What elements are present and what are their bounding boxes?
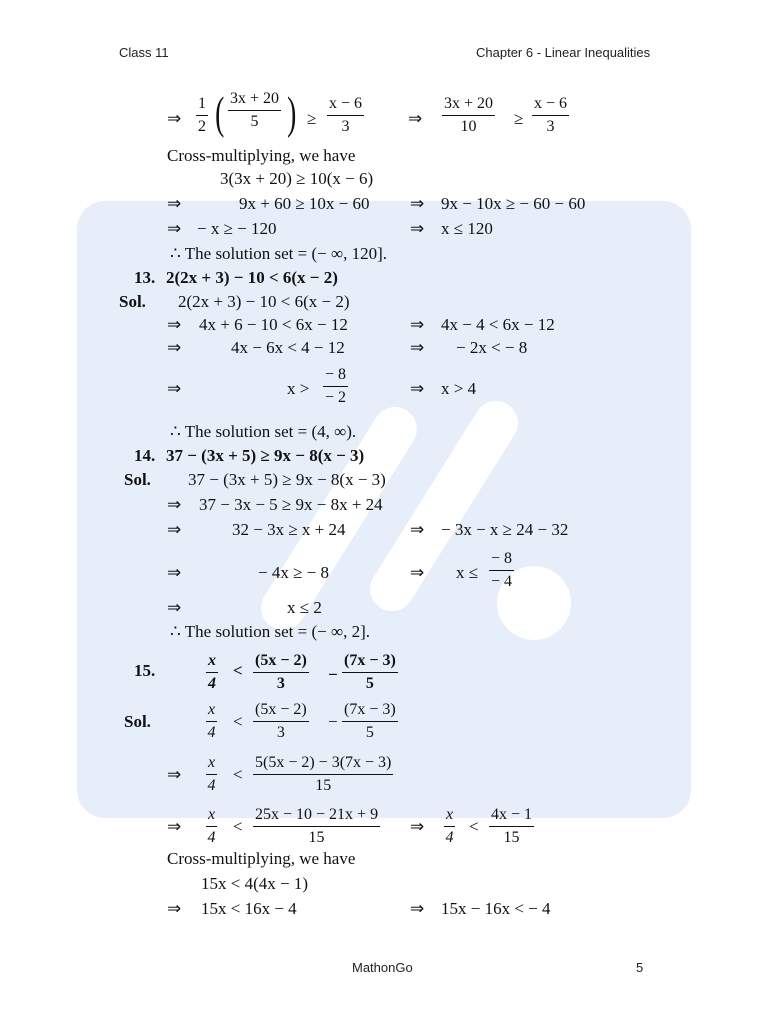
denominator: 4: [207, 724, 216, 741]
right-paren: ): [287, 87, 297, 138]
denominator: 10: [460, 118, 477, 135]
equation-line: 37 − 3x − 5 ≥ 9x − 8x + 24: [199, 495, 383, 514]
equation-line: 4x − 4 < 6x − 12: [441, 315, 555, 334]
fraction: [489, 806, 534, 847]
footer-brand: MathonGo: [352, 960, 413, 975]
equation-line: 15x < 4(4x − 1): [201, 874, 308, 893]
relation-sign: ≥: [514, 109, 524, 128]
minus-sign: −: [328, 712, 338, 731]
numerator: 1: [196, 95, 208, 116]
numerator: 4x − 1: [489, 806, 534, 827]
fraction: [532, 95, 569, 136]
numerator: (7x − 3): [342, 701, 398, 722]
fraction: [253, 701, 309, 742]
solution-set: ∴ The solution set = (− ∞, 120].: [170, 244, 387, 263]
minus-sign: −: [328, 665, 338, 684]
numerator: x: [206, 806, 217, 827]
implies-arrow: ⇒: [410, 563, 425, 582]
denominator: 5: [250, 113, 259, 130]
fraction: [323, 366, 348, 407]
numerator: 3x + 20: [442, 95, 495, 116]
equation-line: 2(2x + 3) − 10 < 6(x − 2): [178, 292, 350, 311]
denominator: 3: [276, 675, 285, 692]
numerator: 5(5x − 2) − 3(7x − 3): [253, 754, 393, 775]
implies-arrow: ⇒: [167, 899, 182, 918]
equation-line: x ≤ 120: [441, 219, 493, 238]
header-class: Class 11: [119, 45, 169, 60]
numerator: x − 6: [532, 95, 569, 116]
fraction: [342, 701, 398, 742]
sol-label: Sol.: [124, 712, 151, 731]
equation-line: 32 − 3x ≥ x + 24: [232, 520, 346, 539]
equation-line: − 2x < − 8: [456, 338, 528, 357]
denominator: 4: [445, 829, 454, 846]
denominator: 3: [546, 118, 555, 135]
left-paren: (: [215, 87, 225, 138]
denominator: 3: [341, 118, 350, 135]
fraction: [444, 806, 455, 847]
implies-arrow: ⇒: [167, 765, 182, 784]
sol-label: Sol.: [119, 292, 146, 311]
numerator: x: [206, 701, 217, 722]
denominator: 5: [365, 724, 374, 741]
implies-arrow: ⇒: [167, 598, 182, 617]
equation-line: − x ≥ − 120: [197, 219, 277, 238]
denominator: 2: [198, 118, 206, 135]
fraction: [489, 550, 514, 591]
numerator: x − 6: [327, 95, 364, 116]
implies-arrow: ⇒: [167, 315, 182, 334]
question-number: 14.: [134, 446, 156, 465]
implies-arrow: ⇒: [167, 495, 182, 514]
implies-arrow: ⇒: [410, 315, 425, 334]
implies-arrow: ⇒: [167, 379, 182, 398]
equation-line: x ≤ 2: [287, 598, 322, 617]
implies-arrow: ⇒: [410, 520, 425, 539]
implies-arrow: ⇒: [410, 219, 425, 238]
implies-arrow: ⇒: [410, 379, 425, 398]
denominator: − 4: [491, 573, 513, 590]
fraction: [206, 754, 217, 795]
implies-arrow: ⇒: [167, 109, 182, 128]
equation-line: 15x < 16x − 4: [201, 899, 297, 918]
fraction: [228, 90, 281, 131]
implies-arrow: ⇒: [410, 338, 425, 357]
numerator: (5x − 2): [253, 652, 309, 673]
equation-line: 15x − 16x < − 4: [441, 899, 551, 918]
denominator: − 2: [325, 389, 347, 406]
fraction: [253, 806, 380, 847]
fraction: [342, 652, 398, 693]
relation-sign: ≥: [307, 109, 317, 128]
denominator: 15: [503, 829, 520, 846]
question-number: 13.: [134, 268, 156, 287]
denominator: 4: [207, 829, 216, 846]
fraction-half: [196, 95, 208, 136]
relation-sign: <: [469, 817, 479, 836]
equation-line: 3(3x + 20) ≥ 10(x − 6): [220, 169, 374, 188]
numerator: x: [206, 652, 218, 673]
implies-arrow: ⇒: [408, 109, 423, 128]
equation-line: 4x + 6 − 10 < 6x − 12: [199, 315, 348, 334]
solution-set: ∴ The solution set = (− ∞, 2].: [170, 622, 370, 641]
text-line: Cross-multiplying, we have: [167, 146, 356, 165]
question-text: 37 − (3x + 5) ≥ 9x − 8(x − 3): [166, 446, 365, 465]
sol-label: Sol.: [124, 470, 151, 489]
fraction: [327, 95, 364, 136]
fraction: [206, 806, 217, 847]
page-number: 5: [636, 960, 644, 975]
question-number: 15.: [134, 661, 156, 680]
text-line: Cross-multiplying, we have: [167, 849, 356, 868]
denominator: 15: [308, 829, 325, 846]
implies-arrow: ⇒: [167, 194, 182, 213]
relation-sign: <: [233, 765, 243, 784]
fraction: [253, 754, 393, 795]
implies-arrow: ⇒: [410, 817, 425, 836]
equation-line: x > 4: [441, 379, 477, 398]
denominator: 4: [208, 675, 216, 692]
fraction: [253, 652, 309, 693]
relation-sign: <: [233, 817, 243, 836]
equation-line: 4x − 6x < 4 − 12: [231, 338, 345, 357]
equation-line: 9x + 60 ≥ 10x − 60: [239, 194, 370, 213]
solution-set: ∴ The solution set = (4, ∞).: [170, 422, 357, 441]
numerator: (7x − 3): [342, 652, 398, 673]
denominator: 15: [315, 777, 332, 794]
fraction: [206, 701, 217, 742]
implies-arrow: ⇒: [167, 817, 182, 836]
equation-line: − 3x − x ≥ 24 − 32: [441, 520, 569, 539]
fraction: [442, 95, 495, 136]
implies-arrow: ⇒: [167, 219, 182, 238]
numerator: 25x − 10 − 21x + 9: [253, 806, 380, 827]
implies-arrow: ⇒: [167, 338, 182, 357]
relation-sign: <: [233, 712, 243, 731]
numerator: (5x − 2): [253, 701, 309, 722]
numerator: 3x + 20: [228, 90, 281, 111]
relation-sign: <: [233, 661, 243, 680]
numerator: − 8: [323, 366, 348, 387]
equation-line: x ≤: [456, 563, 479, 582]
denominator: 5: [365, 675, 374, 692]
implies-arrow: ⇒: [410, 194, 425, 213]
equation-line: − 4x ≥ − 8: [258, 563, 330, 582]
equation-line: 37 − (3x + 5) ≥ 9x − 8(x − 3): [188, 470, 386, 489]
denominator: 4: [207, 777, 216, 794]
numerator: − 8: [489, 550, 514, 571]
numerator: x: [444, 806, 455, 827]
implies-arrow: ⇒: [410, 899, 425, 918]
fraction: [206, 652, 218, 693]
denominator: 3: [276, 724, 285, 741]
header-chapter: Chapter 6 - Linear Inequalities: [476, 45, 651, 60]
equation-line: 9x − 10x ≥ − 60 − 60: [441, 194, 586, 213]
numerator: x: [206, 754, 217, 775]
implies-arrow: ⇒: [167, 563, 182, 582]
equation-line: x >: [287, 379, 310, 398]
question-text: 2(2x + 3) − 10 < 6(x − 2): [166, 268, 338, 287]
implies-arrow: ⇒: [167, 520, 182, 539]
